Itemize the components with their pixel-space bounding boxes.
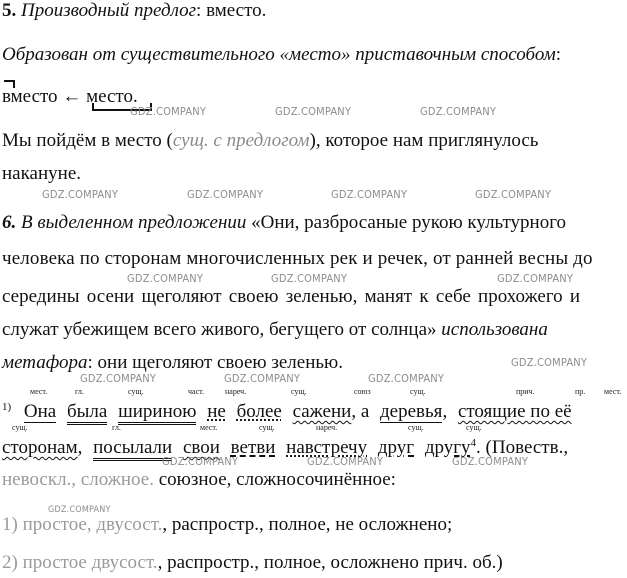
example-part-b: ), которое нам приглянулось (309, 130, 539, 151)
summary-rest: союзное, сложносочинённое: (153, 469, 396, 490)
pos-label: сущ. (410, 387, 426, 396)
watermark: GDZ.COMPANY (48, 505, 111, 515)
predicate-word: шириною (118, 401, 196, 425)
pos-label: сущ. (408, 423, 424, 432)
scheme-source-word: место. (86, 86, 138, 107)
clause-2-faded: 2) простое двусост. (2, 552, 158, 573)
section5-number: 5. (2, 0, 17, 21)
example-part-a: Мы пойдём в место ( (2, 130, 173, 151)
pos-label: мест. (200, 423, 218, 432)
participle-phrase-end: сторонам (2, 437, 78, 458)
parse-summary-start: . (Повеств., (476, 437, 569, 458)
metaphor-word: метафора (2, 352, 88, 373)
watermark: GDZ.COMPANY (497, 272, 574, 285)
predicate-word: была (67, 401, 107, 425)
parse-line-3 (2, 469, 396, 491)
footnote-marker: 4 (470, 437, 477, 449)
modifier-word: более (236, 401, 282, 422)
pos-label: сущ. (128, 387, 144, 396)
scheme-derived-word: вместо (2, 86, 58, 107)
watermark: GDZ.COMPANY (127, 272, 204, 285)
watermark: GDZ.COMPANY (420, 105, 497, 118)
section6-line-3: середины осени щеголяют своею зеленью, манят к себе прохожего и (2, 286, 581, 307)
watermark: GDZ.COMPANY (80, 372, 157, 385)
pos-label: мест. (604, 387, 622, 396)
example-line-2: накануне. (2, 163, 81, 184)
watermark: GDZ.COMPANY (271, 272, 348, 285)
watermark: GDZ.COMPANY (130, 105, 207, 118)
example-note: сущ. с предлогом (172, 130, 310, 151)
formation-line (2, 44, 561, 66)
watermark: GDZ.COMPANY (224, 372, 301, 385)
pos-label: сущ. (12, 423, 28, 432)
clause-1-faded: 1) простое, двусост. (2, 514, 163, 535)
adverbial-word: навстречу (286, 437, 368, 458)
predicate-word: посылали (93, 437, 172, 461)
watermark: GDZ.COMPANY (368, 372, 445, 385)
pos-label: гл. (112, 423, 121, 432)
watermark: GDZ.COMPANY (307, 455, 384, 468)
watermark: GDZ.COMPANY (187, 188, 264, 201)
section6-intro: В выделенном предложении (21, 212, 247, 233)
section5-header (2, 0, 266, 22)
attribute-word: свои (182, 437, 220, 458)
quote-part-4: служат убежищем всего живого, бегущего от солнца» (2, 319, 437, 340)
clause-2 (2, 552, 503, 574)
object-word: друг (377, 437, 415, 458)
summary-faded: невоскл., сложное. (2, 469, 154, 490)
comma: , (442, 401, 448, 422)
pos-label: союз (354, 387, 371, 396)
quote-part-1: «Они, разбросаные рукою культурного (251, 212, 567, 233)
word-scheme (2, 86, 138, 108)
parse-index: 1) (2, 401, 12, 413)
pos-label: сущ. (466, 423, 482, 432)
pos-label: част. (188, 387, 205, 396)
conjunction: , а (351, 401, 370, 422)
clause-1 (2, 514, 452, 536)
pos-label: нареч. (316, 423, 338, 432)
used-word: использована (441, 319, 548, 340)
watermark: GDZ.COMPANY (162, 455, 239, 468)
watermark: GDZ.COMPANY (511, 356, 588, 369)
watermark: GDZ.COMPANY (331, 188, 408, 201)
section6-line-4 (2, 319, 548, 341)
metaphor-text: : они щеголяют своею зеленью. (87, 352, 343, 373)
subject-word: Она (23, 401, 57, 422)
clause-1-rest: , распростр., полное, не осложнено; (162, 514, 453, 535)
pos-label: мест. (30, 387, 48, 396)
formation-text: Образован от существительного «место» приставочным способом (2, 44, 556, 65)
watermark: GDZ.COMPANY (452, 455, 529, 468)
clause-2-rest: , распростр., полное, осложнено прич. об.) (157, 552, 503, 573)
pos-label: сущ. (259, 423, 275, 432)
watermark: GDZ.COMPANY (275, 105, 352, 118)
watermark: GDZ.COMPANY (42, 188, 119, 201)
parse-line-1 (2, 396, 572, 423)
comma: , (77, 437, 83, 458)
scheme-arrow: ← (57, 86, 87, 107)
section6-number: 6. (2, 212, 17, 233)
subject-word: деревья (380, 401, 443, 422)
pos-label: пр. (575, 387, 586, 396)
participle-phrase: стоящие по её (457, 401, 572, 422)
example-line (2, 130, 624, 152)
formation-colon: : (555, 44, 562, 65)
modifier-word: не (207, 401, 226, 422)
object-word: ветви (230, 437, 276, 458)
pos-label: нареч. (225, 387, 247, 396)
section6-line-2: человека по сторонам многочисленных рек и речек, от ранней весны до (2, 248, 593, 269)
pos-label: сущ. (291, 387, 307, 396)
pos-label: гл. (75, 387, 84, 396)
section6-line-1 (2, 212, 624, 234)
watermark: GDZ.COMPANY (475, 188, 552, 201)
object-word: другу (424, 437, 471, 458)
attribute-word: сажени (292, 401, 352, 422)
section5-label: Производный предлог (21, 0, 197, 21)
section5-value: : вместо. (196, 0, 267, 21)
section6-line-5 (2, 352, 343, 374)
pos-label: прич. (516, 387, 535, 396)
